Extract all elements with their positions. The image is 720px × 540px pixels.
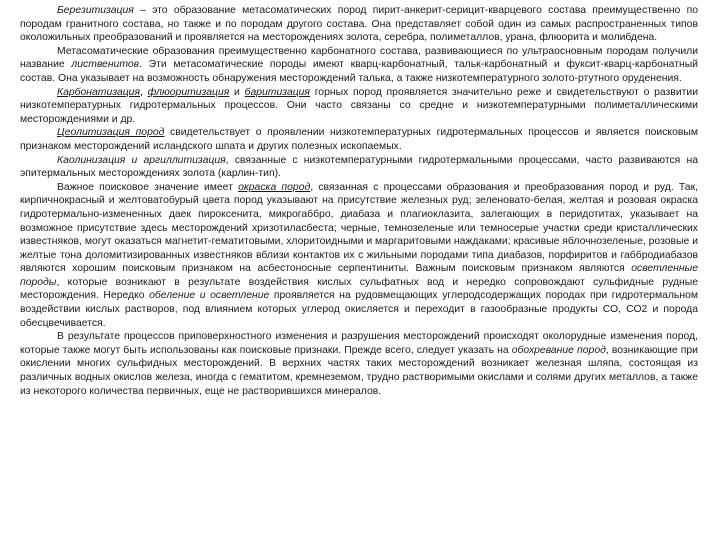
emphasized-term: баритизация xyxy=(244,86,310,98)
emphasized-term: Каолинизация и аргиллитизация xyxy=(57,154,226,166)
emphasized-term: Цеолитизация пород xyxy=(57,127,165,139)
paragraph-zeolitization xyxy=(20,126,698,153)
emphasized-term: осветленные породы xyxy=(20,263,698,288)
paragraph-berezitization xyxy=(20,4,698,45)
text-run: , связанная с процессами образования и преобразования пород и руд. Так, кирпичнокрасный и желтоватобурый цвета пород указывают на присутствие железных руд; зеленовато-белая, желтая и розовая окраска гидротермально-измененных даек пироксенита, микрогаббро, диабаза и плагиоклазита, залегающих в перидотитах, указывает на возможное присутствие здесь месторождений хризотиласбеста; черные, темнозеленые или темносерые участки среди кристаллических известняков, могут оказаться магнетит-гематитовыми, хлоритоидными и маргаритовыми наждаками; красивые яблочнозеленые, розовые и желтые тона доломитизированных известняков вблизи контактов их с жильными породами типа диабазов, порфиритов и габбродиабазов являются хорошим поисковым признаком на асбестоносные серпентиниты. Важным поисковым признаком являются xyxy=(20,181,699,275)
paragraph-listvenites xyxy=(20,45,698,86)
text-run: , связанные с низкотемпературными гидротермальными процессами, часто развиваются на эпитермальных месторождениях золота (карлин-тип). xyxy=(20,154,698,180)
paragraph-kaolinization xyxy=(20,154,698,181)
text-run: , xyxy=(140,86,148,98)
text-run: – это образование метасоматических пород пирит-анкерит-серицит-кварцевого состава преимущественно по породам гранитного состава, но также и по породам другого состава. Она представляет собой один из самых распространенных типов околожильных преобразований и проявляется на месторождениях золота, серебра, полиметаллов, урана, флюорита и молибдена. xyxy=(20,5,698,44)
text-run: и xyxy=(229,86,245,98)
text-run: Метасоматические образования преимущественно карбонатного состава, развивающиеся по ультраосновным породам получили название xyxy=(20,45,698,71)
document-body xyxy=(20,4,698,398)
text-run: , которые возникают в результате воздействия кислых сульфатных вод и нередко сопровождают сульфидные рудные месторождения. Нередко xyxy=(20,276,698,302)
emphasized-term: обохревание пород xyxy=(511,344,606,356)
paragraph-carbonatization xyxy=(20,86,698,127)
text-run: Важное поисковое значение имеет xyxy=(57,181,239,193)
emphasized-term: лиственитов xyxy=(71,59,140,71)
paragraph-rock-coloring xyxy=(20,181,698,331)
text-run: . Эти метасоматические породы имеют кварц-карбонатный, тальк-карбонатный и фуксит-кварц-карбонатный состав. Она указывает на возможность обнаружения месторождений талька, а также низкотемпературного золото-ртутного оруденения. xyxy=(20,59,698,84)
emphasized-term: флюоритизация xyxy=(147,86,230,98)
text-run: В результате процессов приповерхностного изменения и разрушения месторождений происходят околорудные изменения пород, которые также могут быть использованы как поисковые признаки. Прежде всего, следует указать на xyxy=(20,331,698,356)
text-run: проявляется на рудовмещающих углеродсодержащих породах при гидротермальном воздействии кислых растворов, под влиянием которых углерод окисляется и переходит в газообразные продукты СО, СО2 и порода обесцвечивается. xyxy=(20,290,699,329)
text-run: горных пород проявляется значительно реже и свидетельствуют о развитии низкотемпературных гидротермальных процессов. Они часто связаны со средне и низкотемпературными полиметаллическими месторождениями и др. xyxy=(20,86,698,125)
text-run: , возникающие при окислении многих сульфидных месторождений. В верхних частях таких месторождений возникает железная шляпа, состоящая из различных водных окислов железа, иногда с гематитом, кремнеземом, трудно растворимыми окислами и солями других металлов, а также из некоторого количества первичных, еще не растворившихся минералов. xyxy=(20,344,698,397)
text-run: свидетельствует о проявлении низкотемпературных гидротермальных процессов и является поисковым признаком месторождений исландского шпата и других полезных ископаемых. xyxy=(20,127,698,152)
emphasized-term: Карбонатизация xyxy=(57,86,140,98)
emphasized-term: окраска пород xyxy=(238,181,311,193)
paragraph-oxidation xyxy=(20,330,698,398)
emphasized-term: Березитизация xyxy=(57,5,134,16)
emphasized-term: обеление и осветление xyxy=(149,290,270,302)
